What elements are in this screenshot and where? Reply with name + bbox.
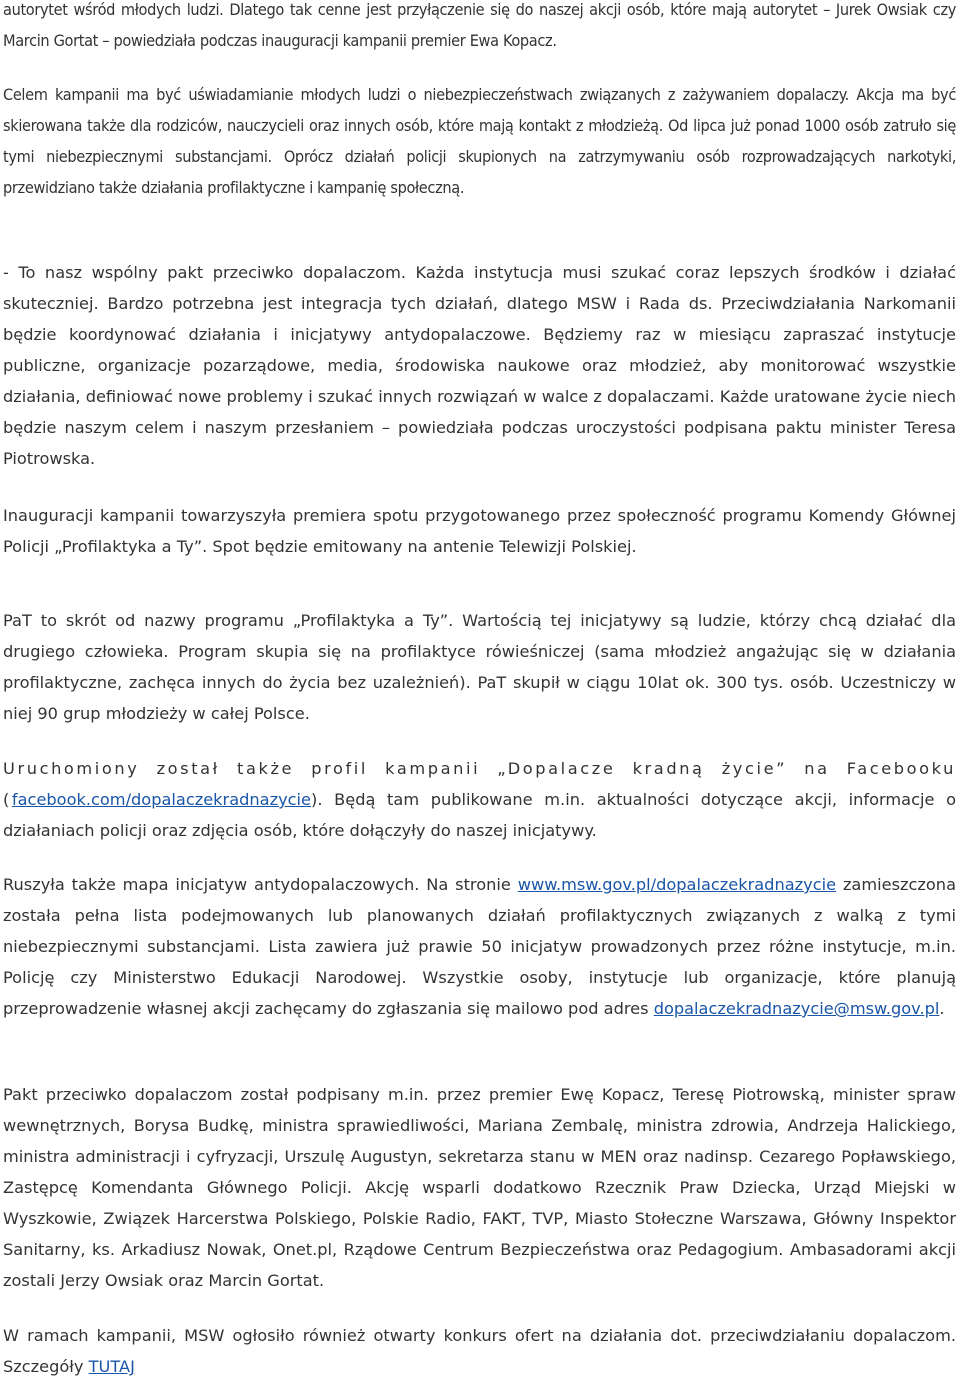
msw-website-link[interactable]: www.msw.gov.pl/dopalaczekradnazycie [517, 875, 837, 894]
map-body-text: zamieszczona została pełna lista podejmowanych lub planowanych działań profilaktycznych związanych z walką z tymi niebezpiecznymi substancjami. Lista zawiera już prawie 50 inicjatyw prowadzonych przez różne instytucje, m.in. Policję czy Ministerstwo Edukacji Narodowej. Wszystkie osoby, instytucje lub organizacje, które planują przeprowadzenie własnej akcji zachęcamy do zgłaszania się mailowo pod adres [3, 875, 956, 1018]
facebook-link[interactable]: facebook.com/dopalaczekradnazycie [11, 790, 312, 809]
paragraph-initiatives-map [3, 869, 956, 1024]
paragraph-spot-premiere: Inauguracji kampanii towarzyszyła premiera spotu przygotowanego przez społeczność programu Komendy Głównej Policji „Profilaktyka a Ty”. Spot będzie emitowany na antenie Telewizji Polskiej. [3, 506, 956, 556]
contest-text: W ramach kampanii, MSW ogłosiło również otwarty konkurs ofert na działania dot. przeciwdziałaniu dopalaczom. Szczegóły [3, 1326, 956, 1376]
paragraph-pact-signatories: Pakt przeciwko dopalaczom został podpisany m.in. przez premier Ewę Kopacz, Teresę Piotrowską, minister spraw wewnętrznych, Borysa Budkę, ministra sprawiedliwości, Mariana Zembalę, ministra zdrowia, Andrzeja Halickiego, ministra administracji i cyfryzacji, Urszulę Augustyn, sekretarza stanu w MEN oraz nadinsp. Cezarego Popławskiego, Zastępcę Komendanta Głównego Policji. Akcję wsparli dodatkowo Rzecznik Praw Dziecka, Urząd Miejski w Wyszkowie, Związek Harcerstwa Polskiego, Polskie Radio, FAKT, TVP, Miasto Stołeczne Warszawa, Główny Inspektor Sanitarny, ks. Arkadiusz Nowak, Onet.pl, Rządowe Centrum Bezpieczeństwa oraz Pedagogium. Ambasadorami akcji zostali Jerzy Owsiak oraz Marcin Gortat. [3, 1085, 956, 1290]
paragraph-kopacz-quote-end: autorytet wśród młodych ludzi. Dlatego tak cenne jest przyłączenie się do naszej akcji osób, które mają autorytet – Jurek Owsiak czy Marcin Gortat – powiedziała podczas inauguracji kampanii premier Ewa Kopacz. [3, 0, 956, 50]
facebook-intro-text: Uruchomiony został także profil kampanii „Dopalacze kradną życie” na Facebooku ( [3, 759, 956, 809]
paragraph-campaign-goal: Celem kampanii ma być uświadamianie młodych ludzi o niebezpieczeństwach związanych z zażywaniem dopalaczy. Akcja ma być skierowana także dla rodziców, nauczycieli oraz innych osób, które mają kontakt z młodzieżą. Od lipca już ponad 1000 osób zatruło się tymi niebezpiecznymi substancjami. Oprócz działań policji skupionych na zatrzymywaniu osób rozprowadzających narkotyki, przewidziano także działania profilaktyczne i kampanię społeczną. [3, 85, 956, 197]
facebook-outro-text: ). Będą tam publikowane m.in. aktualności dotyczące akcji, informacje o działaniach policji oraz zdjęcia osób, które dołączyły do naszej inicjatywy. [3, 790, 956, 840]
map-intro-text: Ruszyła także mapa inicjatyw antydopalaczowych. Na stronie [3, 875, 518, 894]
email-link[interactable]: dopalaczekradnazycie@msw.gov.pl [653, 999, 940, 1018]
paragraph-facebook-profile [3, 753, 956, 846]
paragraph-piotrowska-quote: - To nasz wspólny pakt przeciwko dopalaczom. Każda instytucja musi szukać coraz lepszych środków i działać skuteczniej. Bardzo potrzebna jest integracja tych działań, dlatego MSW i Rada ds. Przeciwdziałania Narkomanii będzie koordynować działania i inicjatywy antydopalaczowe. Będziemy raz w miesiącu zapraszać instytucje publiczne, organizacje pozarządowe, media, środowiska naukowe oraz młodzież, aby monitorować wszystkie działania, definiować nowe problemy i szukać innych rozwiązań w walce z dopalaczami. Każde uratowane życie niech będzie naszym celem i naszym przesłaniem – powiedziała podczas uroczystości podpisana paktu minister Teresa Piotrowska. [3, 263, 956, 468]
paragraph-pat-program: PaT to skrót od nazwy programu „Profilaktyka a Ty”. Wartością tej inicjatywy są ludzie, którzy chcą działać dla drugiego człowieka. Program skupia się na profilaktyce rówieśniczej (sama młodzież angażując się w działania profilaktyczne, zachęca innych do życia bez uzależnień). PaT skupił w ciągu 10lat ok. 300 tys. osób. Uczestniczy w niej 90 grup młodzieży w całej Polsce. [3, 611, 956, 723]
details-link[interactable]: TUTAJ [88, 1357, 135, 1376]
paragraph-open-contest [3, 1320, 956, 1382]
map-end-text: . [939, 999, 945, 1018]
